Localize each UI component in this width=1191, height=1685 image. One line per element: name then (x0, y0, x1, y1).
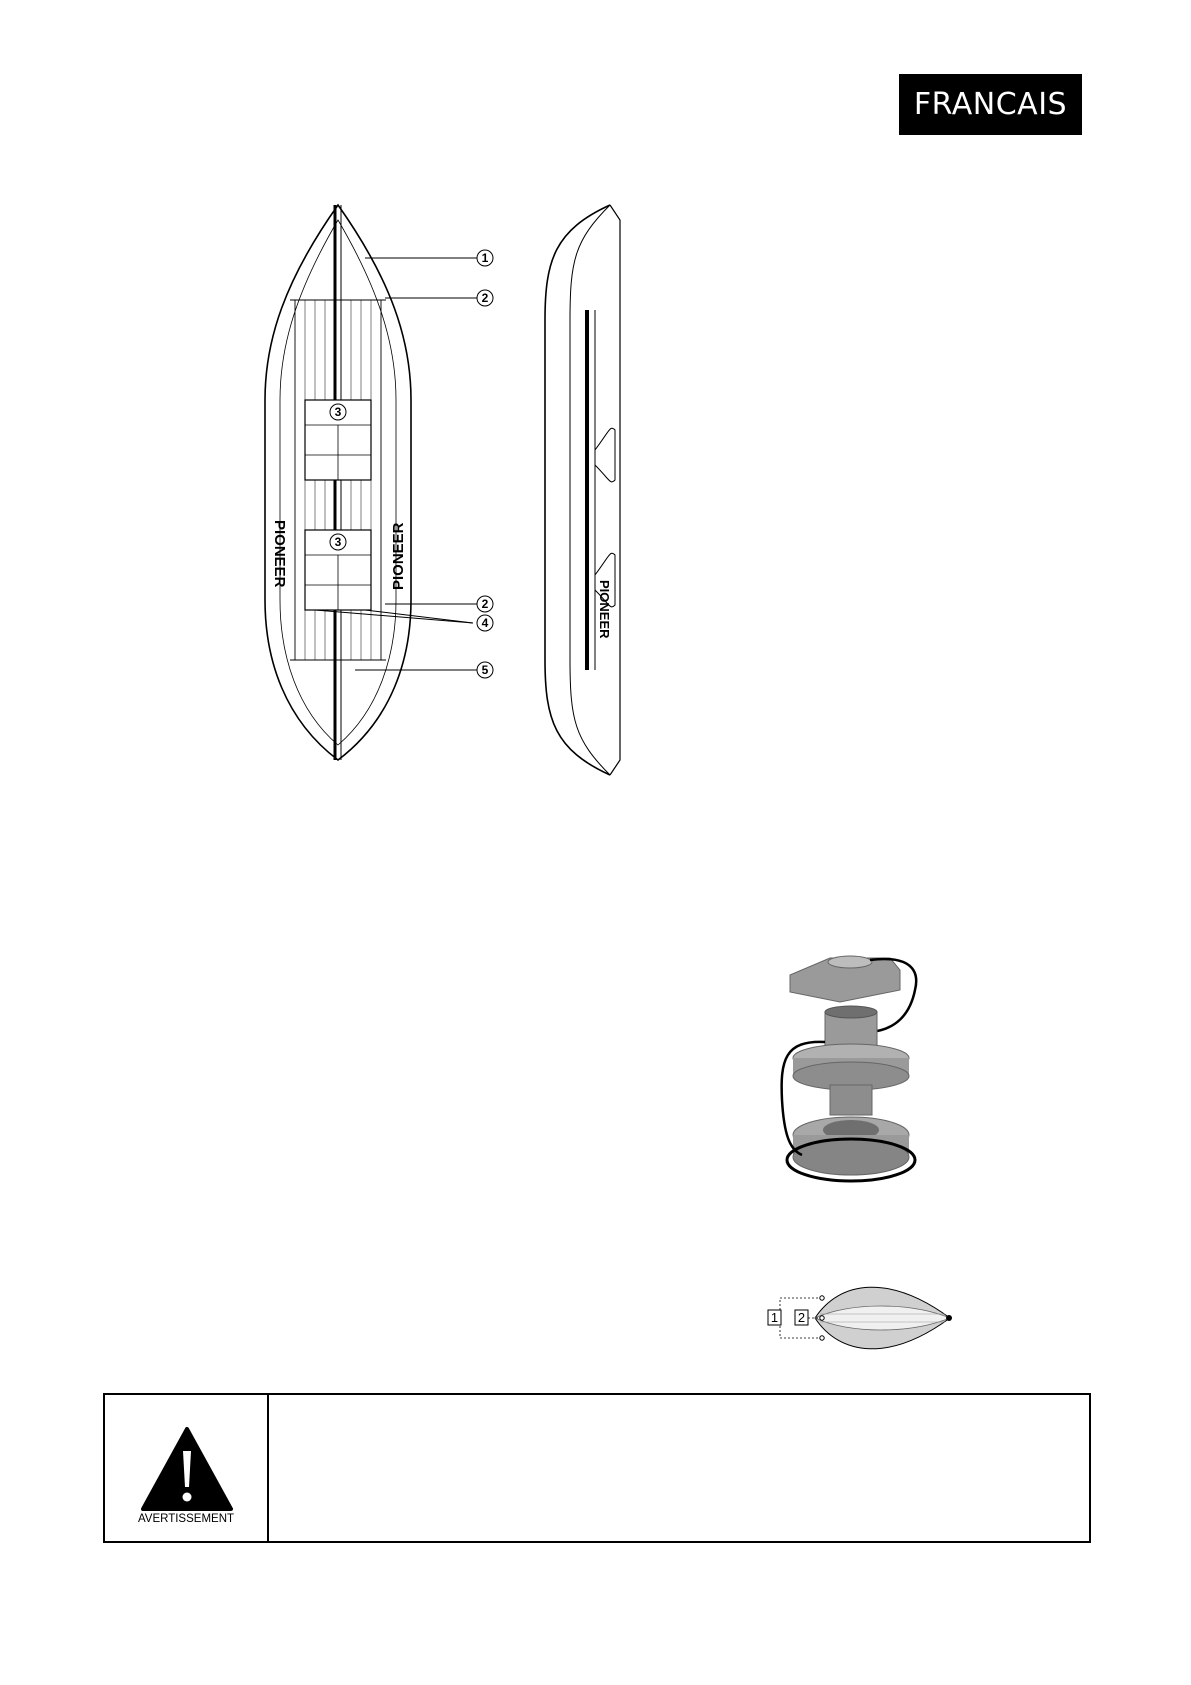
valve-base (787, 1085, 915, 1181)
warning-text-area (269, 1395, 1089, 1541)
callout-3-rear-seat: 3 (334, 535, 342, 549)
brand-text-right: PIONEER (390, 522, 407, 590)
kayak-side-view (545, 205, 620, 775)
warning-icon-cell (105, 1395, 269, 1541)
callout-3-front-seat: 3 (334, 405, 342, 419)
brand-text-side: PIONEER (597, 580, 612, 639)
callout-4: 4 (481, 616, 489, 630)
valve-illustration (780, 950, 950, 1210)
language-badge: FRANCAIS (899, 74, 1082, 135)
brand-text-left: PIONEER (271, 520, 288, 588)
warning-box (103, 1393, 1091, 1543)
callout-1: 1 (481, 251, 489, 265)
callout-2-bottom: 2 (481, 597, 489, 611)
valve-location-diagram (760, 1272, 985, 1364)
callout-2-top: 2 (481, 291, 489, 305)
valve-ring-upper (793, 1044, 909, 1090)
valve-cap (790, 956, 900, 1002)
diagram-label-2: 2 (797, 1310, 806, 1325)
diagram-label-1: 1 (770, 1310, 779, 1325)
kayak-top-view (265, 205, 411, 760)
callout-5: 5 (481, 663, 489, 677)
kayak-illustration (255, 200, 915, 780)
warning-triangle-icon (139, 1425, 235, 1513)
warning-label: AVERTISSEMENT (137, 1513, 235, 1525)
